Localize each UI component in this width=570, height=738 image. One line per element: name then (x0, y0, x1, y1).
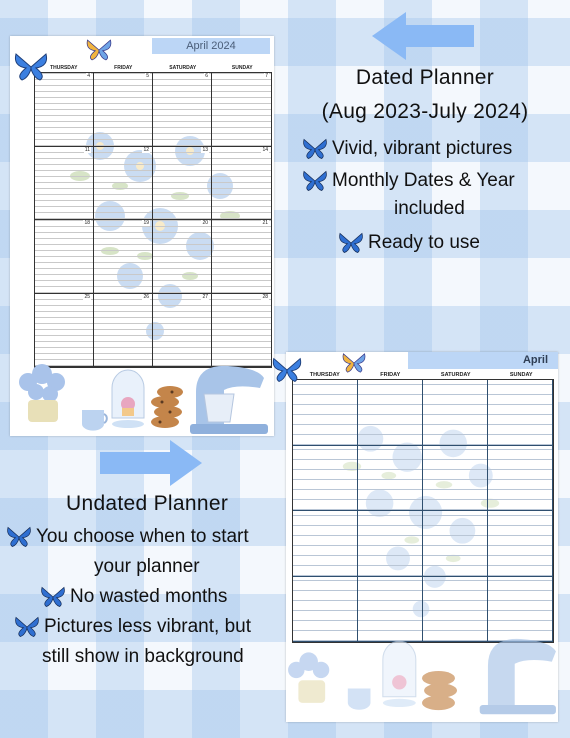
feature-text: No wasted months (70, 586, 228, 608)
date-number: 5 (146, 73, 149, 79)
arrow-left-icon (372, 12, 474, 60)
dated-title: Dated Planner (355, 66, 495, 89)
weekday-label: SATURDAY (440, 372, 471, 378)
day-cell (153, 220, 212, 294)
day-cell (94, 147, 153, 221)
day-cell (488, 446, 553, 512)
day-cell (35, 147, 94, 221)
date-number: 26 (143, 293, 149, 300)
day-cell (358, 446, 423, 512)
feature-text: Ready to use (368, 232, 480, 254)
day-cell (153, 147, 212, 221)
feature-item (302, 170, 560, 192)
date-number: 6 (205, 73, 208, 79)
date-number: 12 (143, 146, 149, 153)
day-cell (212, 73, 271, 147)
weekday-label: THURSDAY (309, 372, 340, 378)
butterfly-icon (14, 52, 48, 82)
weekday-label: SATURDAY (169, 65, 197, 71)
day-cell (293, 511, 358, 577)
butterfly-icon (6, 526, 32, 548)
date-number: 21 (262, 220, 268, 226)
feature-item (14, 616, 268, 638)
weekday-label: FRIDAY (114, 65, 133, 71)
day-cell (488, 511, 553, 577)
dated-info (290, 66, 560, 254)
date-number: 19 (143, 220, 149, 226)
butterfly-icon (302, 138, 328, 160)
calendar-grid (34, 72, 272, 368)
date-number: 11 (84, 146, 90, 153)
undated-title: Undated Planner (66, 492, 229, 515)
butterfly-icon (14, 616, 40, 638)
day-cell (35, 73, 94, 147)
weekday-label: SUNDAY (509, 372, 533, 378)
feature-item (338, 232, 560, 254)
day-cell (94, 220, 153, 294)
day-cell (94, 73, 153, 147)
undated-planner-page (286, 352, 558, 722)
day-cell (293, 380, 358, 446)
day-cell (423, 511, 488, 577)
weekday-label: FRIDAY (380, 372, 401, 378)
baking-illustration (10, 352, 274, 436)
day-cell (488, 380, 553, 446)
day-cell (358, 511, 423, 577)
dated-planner-page (10, 36, 274, 436)
weekday-header (34, 65, 272, 71)
feature-text-continued: still show in background (42, 646, 244, 668)
date-number: 18 (84, 220, 90, 226)
undated-info (6, 492, 268, 668)
date-number: 27 (202, 293, 208, 300)
weekday-header (292, 372, 554, 378)
feature-text: You choose when to start (36, 526, 249, 548)
date-number: 7 (265, 73, 268, 79)
feature-text: Pictures less vibrant, but (44, 616, 251, 638)
weekday-label: SUNDAY (231, 65, 253, 71)
feature-item (302, 138, 560, 160)
arrow-right-icon (100, 440, 202, 486)
month-label: April (408, 352, 558, 369)
date-number: 4 (87, 73, 90, 79)
feature-text: Vivid, vibrant pictures (332, 138, 513, 160)
day-cell (423, 446, 488, 512)
day-cell (358, 380, 423, 446)
date-number: 28 (262, 293, 268, 300)
butterfly-icon (342, 352, 366, 374)
weekday-label: THURSDAY (50, 65, 78, 71)
butterfly-icon (272, 356, 302, 384)
date-number: 20 (202, 220, 208, 226)
day-cell (35, 220, 94, 294)
feature-item (6, 526, 268, 548)
date-number: 25 (84, 293, 90, 300)
baking-illustration (286, 622, 558, 722)
butterfly-icon (338, 232, 364, 254)
feature-text-continued: included (394, 198, 465, 220)
month-label: April 2024 (152, 38, 270, 54)
feature-text-continued: your planner (94, 556, 200, 578)
day-cell (212, 220, 271, 294)
butterfly-icon (86, 38, 112, 62)
calendar-grid (292, 379, 554, 643)
butterfly-icon (302, 170, 328, 192)
feature-text: Monthly Dates & Year (332, 170, 515, 192)
date-number: 13 (202, 146, 208, 153)
date-number: 14 (262, 146, 268, 153)
day-cell (153, 73, 212, 147)
butterfly-icon (40, 586, 66, 608)
dated-subtitle: (Aug 2023-July 2024) (321, 100, 529, 123)
day-cell (212, 147, 271, 221)
feature-item (40, 586, 268, 608)
day-cell (293, 446, 358, 512)
day-cell (423, 380, 488, 446)
